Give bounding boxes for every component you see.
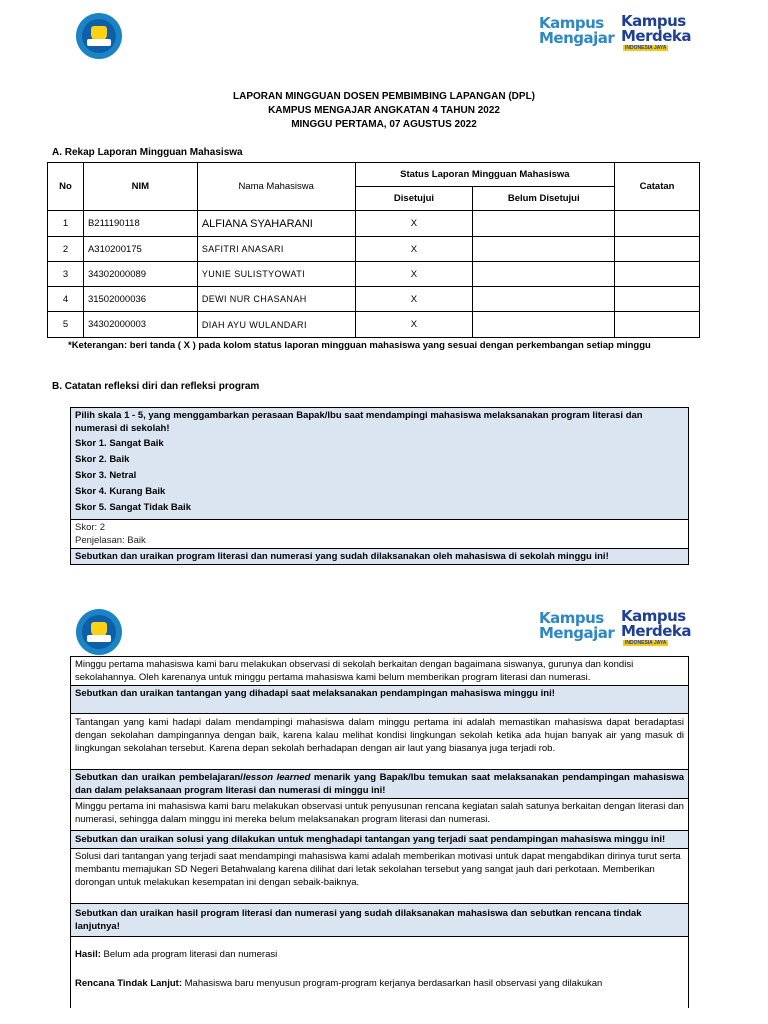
- kampus-mengajar-logo-line2: Mengajar: [539, 29, 615, 47]
- col-header-status: Status Laporan Mingguan Mahasiswa: [355, 163, 615, 187]
- cell-nim: 31502000036: [83, 287, 197, 312]
- report-title-line2: KAMPUS MENGAJAR ANGKATAN 4 TAHUN 2022: [268, 105, 500, 116]
- document-page-2: [0, 585, 768, 1024]
- cell-belum: [473, 237, 615, 262]
- cell-disetujui: X: [355, 237, 473, 262]
- hasil-question: Sebutkan dan uraikan hasil program literasi dan numerasi yang sudah dilaksanakan mahasiswa dan sebutkan rencana tindak lanjutnya!: [71, 904, 688, 937]
- cell-belum: [473, 211, 615, 237]
- rencana-label: Rencana Tindak Lanjut:: [75, 978, 182, 989]
- lesson-question-em: lesson learned: [242, 772, 311, 783]
- page-gap: [0, 580, 768, 584]
- table-row: [48, 312, 700, 338]
- program-question: Sebutkan dan uraikan program literasi dan numerasi yang sudah dilaksanakan oleh mahasiswa di sekolah minggu ini!: [71, 549, 688, 564]
- col-header-nim: NIM: [83, 163, 197, 211]
- cell-catatan: [615, 262, 700, 287]
- section-a-heading: A. Rekap Laporan Mingguan Mahasiswa: [52, 147, 243, 158]
- kampus-logos: [539, 607, 692, 651]
- solusi-answer: Solusi dari tantangan yang terjadi saat mendampingi mahasiswa kami adalah memberikan motivasi untuk dapat mengabdikan dirinya turut serta membantu memajukan SD Negeri Betahwalang karena dilihat dari letak sekolahan tersebut yang sangat jauh dari perkotaan. Memberikan dorongan untuk melakukan kesempatan ini dengan sebaik-baiknya.: [71, 849, 688, 904]
- col-header-belum: Belum Disetujui: [473, 187, 615, 211]
- rencana-value: Mahasiswa baru menyusun program-program kerjanya berdasarkan hasil observasi yang dilakukan: [181, 978, 603, 989]
- cell-catatan: [615, 237, 700, 262]
- tut-wuri-handayani-logo: [76, 609, 122, 655]
- section-b-heading: B. Catatan refleksi diri dan refleksi program: [52, 381, 260, 392]
- cell-disetujui: X: [355, 287, 473, 312]
- penjelasan-value: Penjelasan: Baik: [75, 535, 146, 546]
- kampus-logos: [539, 12, 692, 56]
- cell-catatan: [615, 312, 700, 338]
- hasil-answer: [71, 937, 688, 1008]
- program-answer: Minggu pertama mahasiswa kami baru melakukan observasi di sekolah berkaitan dengan bagaimana siswanya, gurunya dan kondisi sekolahannya. Oleh karenanya untuk minggu pertama mahasiswa kami belum memberikan program literasi dan numerasi.: [71, 657, 688, 686]
- table-row: [48, 287, 700, 312]
- skor-value: Skor: 2: [75, 522, 106, 533]
- hasil-label: Hasil:: [75, 949, 101, 960]
- col-header-catatan: Catatan: [615, 163, 700, 211]
- cell-disetujui: X: [355, 211, 473, 237]
- skor-option-1: Skor 1. Sangat Baik: [75, 438, 164, 449]
- tut-wuri-handayani-logo: [76, 13, 122, 59]
- solusi-question: Sebutkan dan uraikan solusi yang dilakukan untuk menghadapi tantangan yang terjadi saat pendampingan mahasiswa minggu ini!: [71, 831, 688, 849]
- skor-option-5: Skor 5. Sangat Tidak Baik: [75, 502, 191, 513]
- kampus-mengajar-logo-line1: Kampus: [539, 14, 604, 32]
- cell-nim: A310200175: [83, 237, 197, 262]
- table-row: [48, 262, 700, 287]
- lesson-answer: Minggu pertama ini mahasiswa kami baru melakukan observasi untuk penyusunan rencana kegiatan salah satunya berkaitan dengan literasi dan numerasi, sehingga dalam minggu ini mereka belum melaksanakan program literasi dan numerasi.: [71, 799, 688, 831]
- cell-disetujui: X: [355, 262, 473, 287]
- col-header-nama: Nama Mahasiswa: [197, 163, 355, 211]
- skor-answer-cell: [71, 520, 688, 549]
- col-header-disetujui: Disetujui: [355, 187, 473, 211]
- cell-no: 2: [48, 237, 84, 262]
- kampus-mengajar-logo-line1: Kampus: [539, 609, 604, 627]
- cell-nama: ALFIANA SYAHARANI: [197, 211, 355, 237]
- cell-nim: 34302000003: [83, 312, 197, 338]
- cell-no: 1: [48, 211, 84, 237]
- kampus-merdeka-tagline: INDONESIA JAYA: [625, 45, 667, 51]
- cell-no: 4: [48, 287, 84, 312]
- keterangan-note: *Keterangan: beri tanda ( X ) pada kolom status laporan mingguan mahasiswa yang sesuai dengan perkembangan setiap minggu: [68, 340, 651, 351]
- cell-nama: DEWI NUR CHASANAH: [197, 287, 355, 312]
- kampus-merdeka-tagline: INDONESIA JAYA: [625, 640, 667, 646]
- kampus-merdeka-logo-line1: Kampus: [621, 607, 686, 625]
- tantangan-question: Sebutkan dan uraikan tantangan yang dihadapi saat melaksanakan pendampingan mahasiswa minggu ini!: [71, 686, 688, 714]
- report-title-line3: MINGGU PERTAMA, 07 AGUSTUS 2022: [291, 119, 477, 130]
- cell-catatan: [615, 287, 700, 312]
- cell-belum: [473, 312, 615, 338]
- lesson-question: [71, 770, 688, 799]
- skor-option-2: Skor 2. Baik: [75, 454, 130, 465]
- cell-disetujui: X: [355, 312, 473, 338]
- skala-prompt: Pilih skala 1 - 5, yang menggambarkan perasaan Bapak/Ibu saat mendampingi mahasiswa melaksanakan program literasi dan numerasi di sekolah!: [75, 410, 643, 434]
- cell-nim: 34302000089: [83, 262, 197, 287]
- kampus-mengajar-logo-line2: Mengajar: [539, 624, 615, 642]
- kampus-merdeka-logo-line2: Merdeka: [621, 27, 692, 45]
- cell-no: 5: [48, 312, 84, 338]
- table-row: [48, 237, 700, 262]
- skor-option-3: Skor 3. Netral: [75, 470, 137, 481]
- cell-nim: B211190118: [83, 211, 197, 237]
- tantangan-answer: Tantangan yang kami hadapi dalam mendampingi mahasiswa dalam minggu pertama ini adalah memastikan mahasiswa dapat beradaptasi dengan sekolahan dampingannya dengan baik, karena kalau melihat kondisi lingkungan sekolah ketika ada hujan banyak air yang masuk di lingkungan sekolahan tersebut. Karena depan sekolah berhadapan dengan air laut yang biasanya juga terjadi rob.: [71, 714, 688, 770]
- kampus-merdeka-logo-line1: Kampus: [621, 12, 686, 30]
- table-row: [48, 211, 700, 237]
- refleksi-box-page2: [70, 656, 689, 1008]
- refleksi-box-page1: [70, 407, 689, 565]
- rekap-table: [47, 162, 700, 338]
- report-title-line1: LAPORAN MINGGUAN DOSEN PEMBIMBING LAPANGAN (DPL): [232, 91, 536, 102]
- hasil-value: Belum ada program literasi dan numerasi: [100, 949, 278, 960]
- cell-no: 3: [48, 262, 84, 287]
- skala-cell: [71, 408, 688, 520]
- lesson-question-post: menarik yang Bapak/Ibu temukan saat melaksanakan pendampingan mahasiswa dan dalam pelaksanaan program literasi dan numerasi di minggu ini!: [75, 772, 685, 796]
- col-header-no: No: [48, 163, 84, 211]
- cell-nama: SAFITRI ANASARI: [197, 237, 355, 262]
- cell-belum: [473, 262, 615, 287]
- cell-nama: DIAH AYU WULANDARI: [197, 312, 355, 338]
- lesson-question-pre: Sebutkan dan uraikan pembelajaran/: [75, 772, 243, 783]
- cell-catatan: [615, 211, 700, 237]
- skor-option-4: Skor 4. Kurang Baik: [75, 486, 166, 497]
- cell-nama: YUNIE SULISTYOWATI: [197, 262, 355, 287]
- cell-belum: [473, 287, 615, 312]
- kampus-merdeka-logo-line2: Merdeka: [621, 622, 692, 640]
